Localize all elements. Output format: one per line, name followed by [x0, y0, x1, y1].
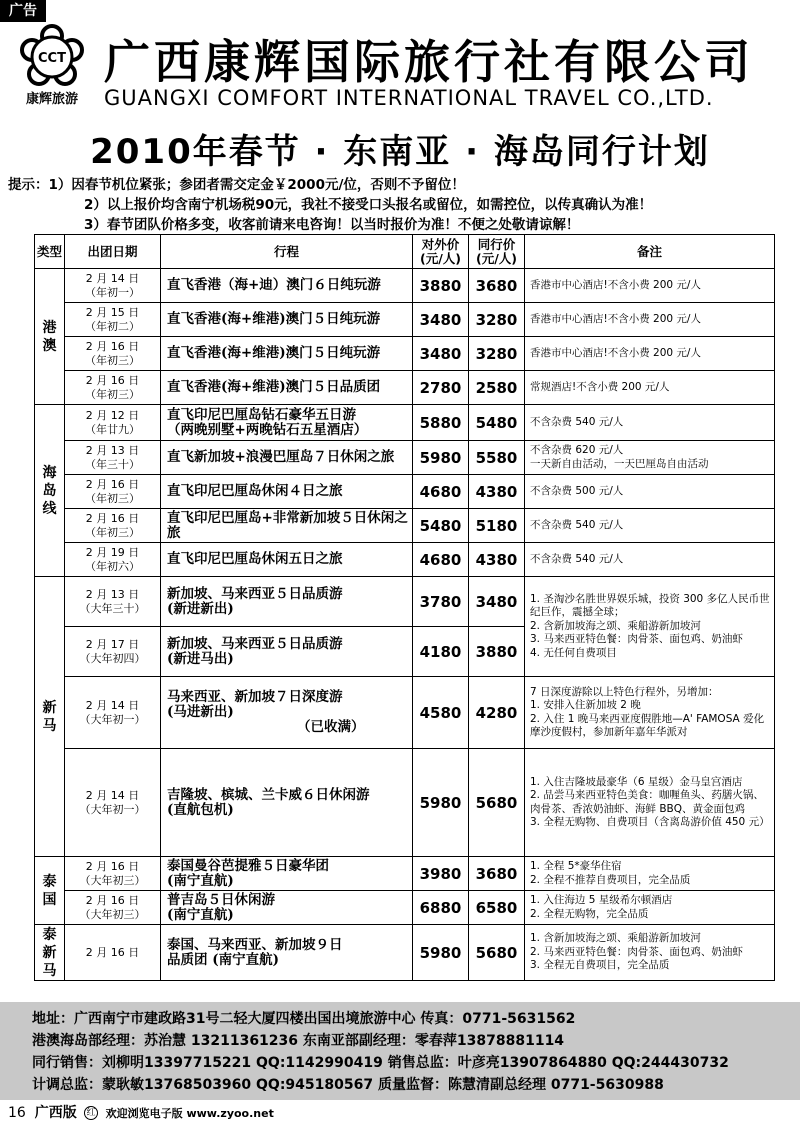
date-cell: 2 月 16 日 （大年初三） — [65, 891, 161, 925]
remark-cell: 7 日深度游除以上特色行程外，另增加： 1. 安排入住新加坡 2 晚 2. 入住 1 晚马来西亚度假胜地—A' FAMOSA 爱化摩沙度假村，参加新年嘉年华派对 — [525, 677, 775, 749]
page-footer — [8, 1102, 274, 1122]
remark-cell: 1. 入住海边 5 星级希尔顿酒店 2. 全程无购物，完全品质 — [525, 891, 775, 925]
remark-cell: 香港市中心酒店!不含小费 200 元/人 — [525, 337, 775, 371]
route-name: 直飞印尼巴厘岛休闲４日之旅 — [167, 483, 343, 499]
remark-cell: 不含杂费 540 元/人 — [525, 543, 775, 577]
peer-price-cell: 3880 — [469, 627, 525, 677]
route-name: 直飞香港(海+维港)澳门５日纯玩游 — [167, 345, 381, 361]
peer-price-cell: 3680 — [469, 269, 525, 303]
sold-out-note: （已收满） — [297, 719, 365, 735]
note-row — [8, 175, 792, 195]
footer-operations-line: 计调总监：蒙耿敏13768503960 QQ:945180567 质量监督：陈慧清副总经理 0771-5630988 — [32, 1077, 664, 1093]
logo-subtitle: 康辉旅游 — [25, 92, 78, 107]
route-name: 马来西亚、新加坡７日深度游 (马进新出) — [167, 689, 343, 720]
route-cell — [161, 677, 413, 749]
date-cell: 2 月 19 日 （年初六） — [65, 543, 161, 577]
peer-price-cell: 3280 — [469, 337, 525, 371]
flower-logo-icon — [17, 24, 87, 90]
website-slogan[interactable]: 欢迎浏览电子版 www.zyoo.net — [105, 1107, 274, 1120]
public-price-cell: 3980 — [413, 857, 469, 891]
table-row — [35, 337, 775, 371]
table-row — [35, 577, 775, 627]
remark-cell: 不含杂费 540 元/人 — [525, 509, 775, 543]
table-row — [35, 371, 775, 405]
date-cell: 2 月 16 日 （年初三） — [65, 475, 161, 509]
public-price-cell: 3780 — [413, 577, 469, 627]
table-row — [35, 857, 775, 891]
category-cell: 港 澳 — [35, 269, 65, 405]
remark-cell: 香港市中心酒店!不含小费 200 元/人 — [525, 269, 775, 303]
route-cell — [161, 749, 413, 857]
date-cell: 2 月 14 日 （大年初一） — [65, 677, 161, 749]
route-name: 泰国曼谷芭提雅５日豪华团 (南宁直航) — [167, 857, 329, 889]
remark-cell: 不含杂费 540 元/人 — [525, 405, 775, 441]
header-peer-price: 同行价 (元/人) — [469, 235, 525, 269]
table-row — [35, 269, 775, 303]
route-cell — [161, 925, 413, 981]
remark-cell: 常规酒店!不含小费 200 元/人 — [525, 371, 775, 405]
remark-cell: 香港市中心酒店!不含小费 200 元/人 — [525, 303, 775, 337]
route-name: 吉隆坡、槟城、兰卡威６日休闲游 (直航包机) — [167, 786, 370, 818]
peer-price-cell: 4280 — [469, 677, 525, 749]
route-name: 直飞印尼巴厘岛休闲五日之旅 — [167, 551, 343, 567]
route-cell — [161, 303, 413, 337]
company-logo — [10, 24, 94, 112]
date-cell: 2 月 16 日 （年初三） — [65, 371, 161, 405]
remark-cell: 1. 含新加坡海之颂、乘船游新加坡河 2. 马来西亚特色餐：肉骨茶、面包鸡、奶油虾 3. 全程无自费项目，完全品质 — [525, 925, 775, 981]
company-name-cn: 广西康辉国际旅行社有限公司 — [104, 35, 754, 89]
peer-price-cell: 3680 — [469, 857, 525, 891]
table-row — [35, 677, 775, 749]
date-cell: 2 月 17 日 （大年初四） — [65, 627, 161, 677]
date-cell: 2 月 13 日 （年三十） — [65, 441, 161, 475]
remark-cell: 1. 全程 5*豪华住宿 2. 全程不推荐自费项目，完全品质 — [525, 857, 775, 891]
public-price-cell: 5980 — [413, 749, 469, 857]
peer-price-cell: 4380 — [469, 475, 525, 509]
remark-cell: 1. 入住吉隆坡最豪华（6 星级）金马皇宫酒店 2. 品尝马来西亚特色美食：咖喱鱼头、药膳火锅、肉骨茶、香浓奶油虾、海鲜 BBQ、黄金面包鸡 3. 全程无购物、自费项目（含离岛游价值 450 元） — [525, 749, 775, 857]
remark-cell: 1. 圣淘沙名胜世界娱乐城，投资 300 多亿人民币世纪巨作，震撼全球； 2. 含新加坡海之颂、乘船游新加坡河 3. 马来西亚特色餐：肉骨茶、面包鸡、奶油虾 4. 无任何自费项目 — [525, 577, 775, 677]
peer-price-cell: 5580 — [469, 441, 525, 475]
route-cell — [161, 543, 413, 577]
route-name: 新加坡、马来西亚５日品质游 (新进新出) — [167, 585, 343, 617]
date-cell: 2 月 16 日 （年初三） — [65, 509, 161, 543]
company-name-en: GUANGXI COMFORT INTERNATIONAL TRAVEL CO.,LTD. — [104, 86, 714, 110]
footer-sales-line: 同行销售：刘柳明13397715221 QQ:1142990419 销售总监：叶彦亮13907864880 QQ:244430732 — [32, 1055, 729, 1071]
date-cell: 2 月 16 日 （年初三） — [65, 337, 161, 371]
route-name: 直飞新加坡+浪漫巴厘岛７日休闲之旅 — [167, 449, 395, 465]
public-price-cell: 4180 — [413, 627, 469, 677]
route-cell — [161, 269, 413, 303]
plan-title: 2010年春节 · 东南亚 · 海岛同行计划 — [90, 132, 710, 172]
public-price-cell: 3880 — [413, 269, 469, 303]
ad-tag: 广告 — [0, 0, 46, 22]
note-item: 3）春节团队价格多变，收客前请来电咨询！以当时报价为准！不便之处敬请谅解！ — [84, 217, 580, 233]
date-cell: 2 月 12 日 （年廿九） — [65, 405, 161, 441]
date-cell: 2 月 14 日 （大年初一） — [65, 749, 161, 857]
header-route: 行程 — [161, 235, 413, 269]
public-price-cell: 4580 — [413, 677, 469, 749]
table-row — [35, 509, 775, 543]
public-price-cell: 4680 — [413, 475, 469, 509]
route-cell — [161, 337, 413, 371]
category-cell: 泰 新 马 — [35, 925, 65, 981]
category-cell: 泰 国 — [35, 857, 65, 925]
public-price-cell: 5980 — [413, 925, 469, 981]
route-name: 新加坡、马来西亚５日品质游 (新进马出) — [167, 635, 343, 667]
table-row — [35, 891, 775, 925]
table-row — [35, 925, 775, 981]
remark-cell: 不含杂费 620 元/人 一天新自由活动，一天巴厘岛自由活动 — [525, 441, 775, 475]
footer-address-line: 地址：广西南宁市建政路31号二轻大厦四楼出国出境旅游中心 传真：0771-5631562 — [32, 1011, 576, 1027]
peer-price-cell: 4380 — [469, 543, 525, 577]
public-price-cell: 4680 — [413, 543, 469, 577]
route-cell — [161, 857, 413, 891]
route-cell — [161, 475, 413, 509]
footer-manager-line: 港澳海岛部经理：苏治慧 13211361236 东南亚部副经理：零春萍13878881114 — [32, 1033, 565, 1049]
table-row — [35, 441, 775, 475]
trip-table — [34, 234, 775, 981]
peer-price-cell: 5680 — [469, 749, 525, 857]
date-cell: 2 月 14 日 （年初一） — [65, 269, 161, 303]
header-type: 类型 — [35, 235, 65, 269]
peer-price-cell: 5680 — [469, 925, 525, 981]
route-name: 直飞香港（海+迪）澳门６日纯玩游 — [167, 277, 381, 293]
route-name: 直飞香港(海+维港)澳门５日纯玩游 — [167, 311, 381, 327]
note-item: 2）以上报价均含南宁机场税90元，我社不接受口头报名或留位，如需控位，以传真确认为准！ — [84, 197, 653, 213]
route-cell — [161, 371, 413, 405]
route-name: 直飞印尼巴厘岛+非常新加坡５日休闲之旅 — [167, 509, 408, 541]
public-price-cell: 5980 — [413, 441, 469, 475]
note-item: 1）因春节机位紧张；参团者需交定金￥2000元/位，否则不予留位！ — [48, 177, 465, 193]
date-cell: 2 月 16 日 （大年初三） — [65, 857, 161, 891]
peer-price-cell: 5480 — [469, 405, 525, 441]
public-price-cell: 2780 — [413, 371, 469, 405]
date-cell: 2 月 13 日 （大年三十） — [65, 577, 161, 627]
remark-cell: 不含杂费 500 元/人 — [525, 475, 775, 509]
public-price-cell: 6880 — [413, 891, 469, 925]
note-row — [8, 195, 792, 215]
peer-price-cell: 6580 — [469, 891, 525, 925]
public-price-cell: 5480 — [413, 509, 469, 543]
public-price-cell: 3480 — [413, 303, 469, 337]
route-cell — [161, 509, 413, 543]
route-cell — [161, 577, 413, 627]
header-date: 出团日期 — [65, 235, 161, 269]
route-cell — [161, 627, 413, 677]
date-cell: 2 月 15 日 （年初二） — [65, 303, 161, 337]
category-cell: 海 岛 线 — [35, 405, 65, 577]
contact-footer — [0, 1002, 800, 1100]
edition-label: 广西版 — [34, 1105, 77, 1121]
table-row — [35, 303, 775, 337]
date-cell: 2 月 16 日 — [65, 925, 161, 981]
peer-price-cell: 3480 — [469, 577, 525, 627]
page-number: 16 — [8, 1105, 26, 1121]
note-label: 提示： — [8, 177, 49, 193]
table-row — [35, 475, 775, 509]
route-name: 直飞香港(海+维港)澳门５日品质团 — [167, 379, 381, 395]
table-header-row — [35, 235, 775, 269]
header-remark: 备注 — [525, 235, 775, 269]
route-name: 泰国、马来西亚、新加坡９日 品质团 (南宁直航) — [167, 936, 343, 968]
header — [0, 22, 800, 114]
public-price-cell: 3480 — [413, 337, 469, 371]
note-row — [8, 215, 792, 235]
route-name: 直飞印尼巴厘岛钻石豪华五日游 （两晚别墅+两晚钻石五星酒店） — [167, 406, 368, 438]
category-cell: 新 马 — [35, 577, 65, 857]
route-name: 普吉岛５日休闲游 (南宁直航) — [167, 891, 275, 923]
logo-text: CCT — [38, 51, 66, 66]
header-public-price: 对外价 (元/人) — [413, 235, 469, 269]
route-cell — [161, 405, 413, 441]
table-row — [35, 749, 775, 857]
notes — [8, 175, 792, 235]
hong-badge-icon: 红 — [84, 1106, 98, 1120]
peer-price-cell: 5180 — [469, 509, 525, 543]
table-row — [35, 543, 775, 577]
peer-price-cell: 3280 — [469, 303, 525, 337]
route-cell — [161, 891, 413, 925]
route-cell — [161, 441, 413, 475]
public-price-cell: 5880 — [413, 405, 469, 441]
table-row — [35, 405, 775, 441]
peer-price-cell: 2580 — [469, 371, 525, 405]
